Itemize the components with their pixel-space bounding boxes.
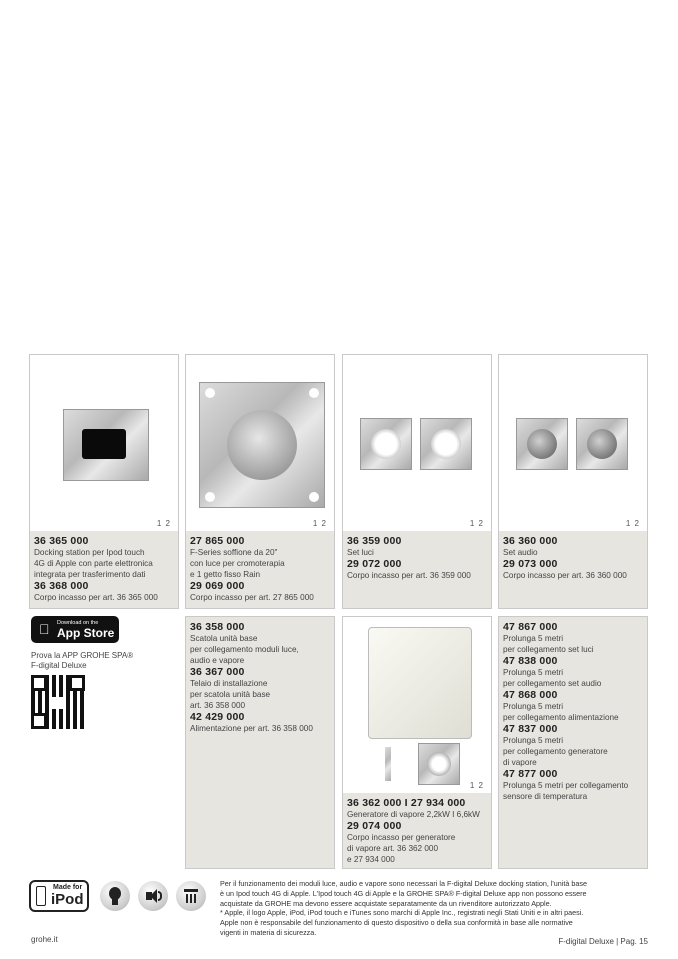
product-code: 36 358 000 [190, 621, 245, 633]
product-code: 29 073 000 [503, 558, 558, 570]
apple-logo-icon [39, 621, 50, 637]
item-number: 1 2 [469, 781, 484, 790]
product-code: 47 867 000 [503, 621, 558, 633]
appstore-small-text: Download on the [57, 620, 99, 626]
product-code: 42 429 000 [190, 711, 245, 723]
lightbulb-icon [100, 881, 130, 911]
product-desc: Prolunga 5 metri per collegamento generatore di vapore [503, 736, 608, 767]
made-for-text: Made for [53, 884, 83, 891]
product-desc: Corpo incasso per art. 27 865 000 [190, 593, 314, 602]
product-image [343, 355, 491, 533]
app-store-badge[interactable] [31, 616, 119, 643]
product-desc: Corpo incasso per art. 36 359 000 [347, 571, 471, 580]
product-box-extensions [498, 616, 648, 869]
qr-code-icon[interactable] [31, 675, 85, 729]
ipod-text: iPod [51, 891, 84, 908]
product-text [30, 531, 178, 608]
product-desc: Set audio [503, 548, 538, 557]
product-text [343, 531, 491, 608]
product-code: 29 069 000 [190, 580, 245, 592]
product-desc: Set luci [347, 548, 374, 557]
product-desc: Prolunga 5 metri per collegamento alimentazione [503, 702, 619, 722]
product-card-audio [498, 354, 648, 609]
item-number: 1 2 [156, 519, 171, 528]
product-text [186, 531, 334, 608]
product-image [343, 617, 491, 795]
product-desc: Corpo incasso per art. 36 365 000 [34, 593, 158, 602]
product-code: 47 838 000 [503, 655, 558, 667]
product-desc: Alimentazione per art. 36 358 000 [190, 724, 313, 733]
product-card-docking [29, 354, 179, 609]
product-box-base-unit [185, 616, 335, 869]
product-desc: Scatola unità base per collegamento moduli luce, audio e vapore [190, 634, 299, 665]
product-code: 47 877 000 [503, 768, 558, 780]
product-code: 36 360 000 [503, 535, 558, 547]
product-text [499, 531, 647, 608]
page-number: F-digital Deluxe | Pag. 15 [558, 937, 648, 946]
product-desc: Prolunga 5 metri per collegamento set audio [503, 668, 602, 688]
product-code: 27 865 000 [190, 535, 245, 547]
product-code: 47 837 000 [503, 723, 558, 735]
product-code: 29 072 000 [347, 558, 402, 570]
product-code: 36 368 000 [34, 580, 89, 592]
product-desc: Corpo incasso per art. 36 360 000 [503, 571, 627, 580]
product-code: 29 074 000 [347, 820, 402, 832]
steam-shower-icon [176, 881, 206, 911]
product-desc: Telaio di installazione per scatola unità base art. 36 358 000 [190, 679, 271, 710]
product-card-showerhead [185, 354, 335, 609]
product-image [499, 355, 647, 533]
product-desc: Generatore di vapore 2,2kW I 6,6kW [347, 810, 480, 819]
product-desc: F-Series soffione da 20" con luce per cromoterapia e 1 getto fisso Rain [190, 548, 285, 579]
product-text [343, 793, 491, 868]
product-desc: Prolunga 5 metri per collegamento sensore di temperatura [503, 781, 629, 801]
product-code: 36 367 000 [190, 666, 245, 678]
product-code: 36 359 000 [347, 535, 402, 547]
item-number: 1 2 [312, 519, 327, 528]
product-desc: Corpo incasso per generatore di vapore art. 36 362 000 e 27 934 000 [347, 833, 456, 864]
product-desc: Prolunga 5 metri per collegamento set luci [503, 634, 594, 654]
product-desc: Docking station per Ipod touch 4G di Apple con parte elettronica integrata per trasferimento dati [34, 548, 153, 579]
app-promo-text: Prova la APP GROHE SPA® F-digital Deluxe [31, 651, 134, 670]
product-code: 36 362 000 I 27 934 000 [347, 797, 466, 809]
product-code: 47 868 000 [503, 689, 558, 701]
product-card-lights [342, 354, 492, 609]
product-image [30, 355, 178, 533]
item-number: 1 2 [469, 519, 484, 528]
footnote-text: Per il funzionamento dei moduli luce, audio e vapore sono necessari la F-digital Deluxe docking station, l'unità base è un Ipod touch 4G di Apple. L'Ipod touch 4G di Apple e la GROHE SPA® F-digital Deluxe app non possono essere acquistate da GROHE ma devono essere acquistate separatamente da un rivenditore autorizzato Apple. * Apple, il logo Apple, iPod, iPod touch e iTunes sono marchi di Apple Inc., registrati negli Stati Uniti e in altri paesi. Apple non è responsabile del funzionamento di questo dispositivo o della sua conformità in base alle normative vigenti in materia di sicurezza. [220, 879, 587, 937]
product-card-steam [342, 616, 492, 869]
speaker-icon [138, 881, 168, 911]
website-link[interactable]: grohe.it [31, 935, 58, 944]
product-image [186, 355, 334, 533]
ipod-device-icon [36, 886, 46, 906]
item-number: 1 2 [625, 519, 640, 528]
product-code: 36 365 000 [34, 535, 89, 547]
made-for-ipod-badge [29, 880, 89, 912]
appstore-big-text: App Store [57, 626, 115, 640]
